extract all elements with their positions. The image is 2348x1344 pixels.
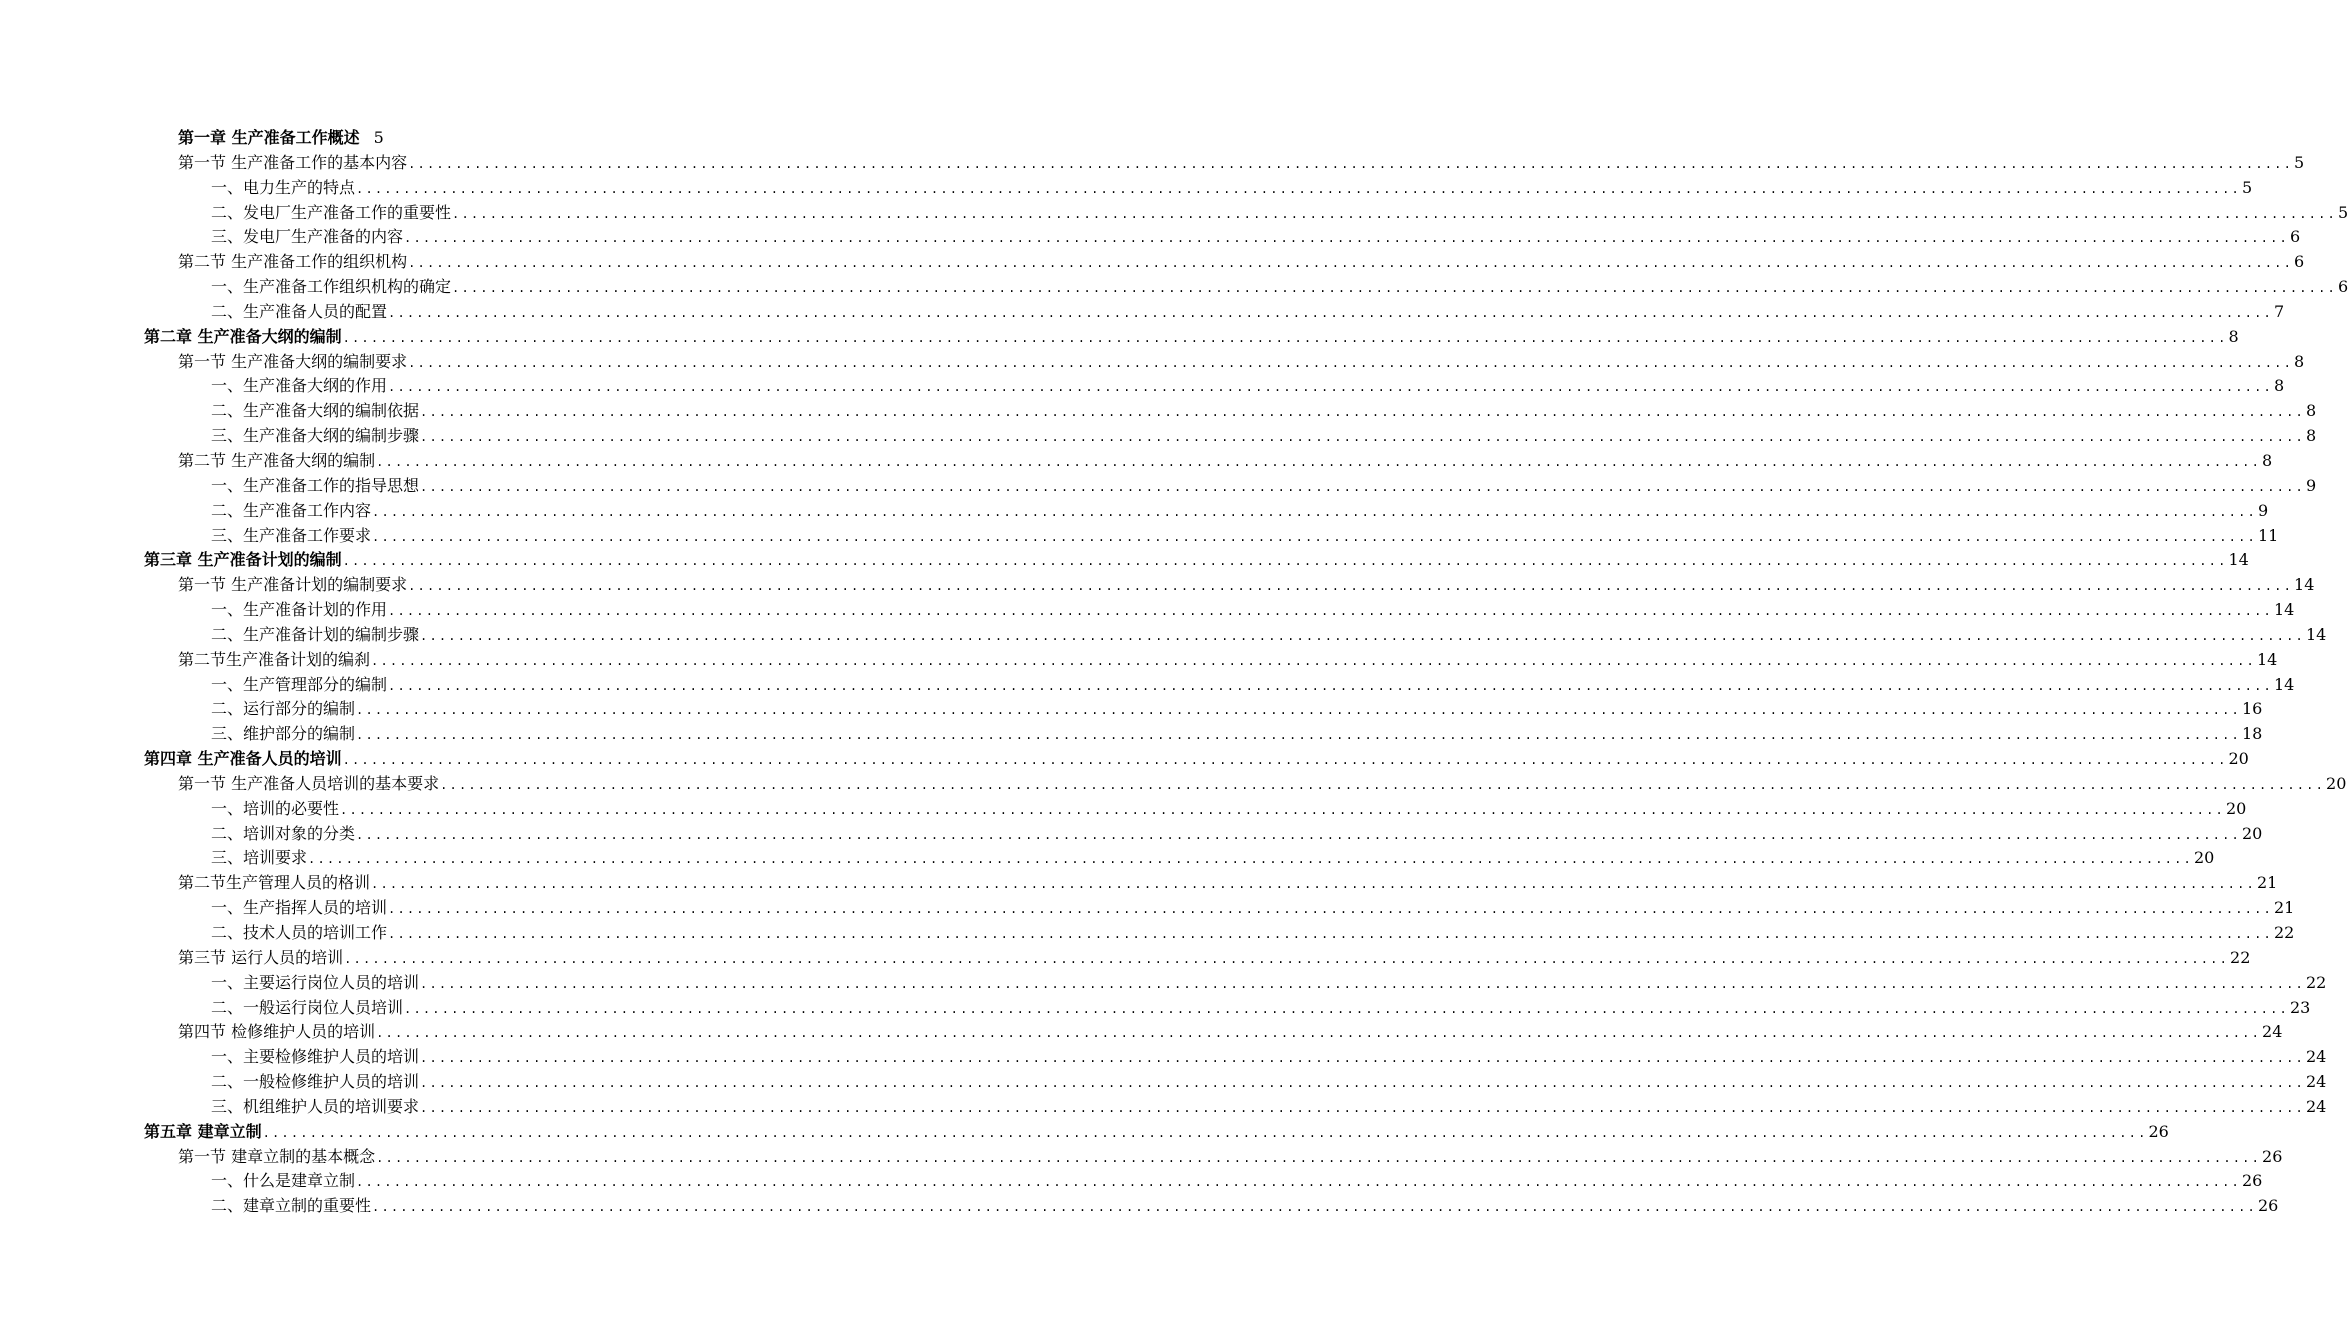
toc-entry-title: 二、生产准备人员的配置: [211, 301, 388, 321]
dot-leader: ........................................................................................................................................................................................................: [420, 976, 2305, 991]
toc-page-number: 5: [2294, 152, 2305, 172]
dot-leader: ........................................................................................................................................................................................................: [452, 281, 2337, 296]
toc-page-number: 24: [2262, 1022, 2283, 1042]
toc-page-number: 8: [2273, 376, 2285, 396]
toc-page-number: 24: [2305, 1047, 2327, 1067]
toc-page-number: 5: [2337, 202, 2348, 222]
toc-page-number: 11: [2257, 525, 2279, 545]
dot-leader: ........................................................................................................................................................................................................: [420, 430, 2305, 445]
toc-page-number: 24: [2305, 1072, 2327, 1092]
dot-leader: ........................................................................................................................................................................................................: [372, 529, 2257, 544]
toc-page-number: 20: [2326, 773, 2347, 793]
toc-subsection-entry[interactable]: [0, 201, 2348, 226]
dot-leader: ........................................................................................................................................................................................................: [356, 827, 2241, 842]
toc-subsection-entry[interactable]: [0, 1194, 2279, 1219]
toc-page-number: 8: [2228, 326, 2239, 346]
toc-page-number: 22: [2230, 947, 2251, 967]
toc-entry-title: 第四节 检修维护人员的培训: [178, 1022, 376, 1042]
dot-leader: ........................................................................................................................................................................................................: [356, 181, 2241, 196]
toc-entry-title: 第二节生产准备计划的编刹: [178, 649, 371, 669]
dot-leader: ........................................................................................................................................................................................................: [356, 703, 2241, 718]
toc-entry-title: 一、主要检修维护人员的培训: [211, 1047, 420, 1067]
dot-leader: ........................................................................................................................................................................................................: [420, 479, 2305, 494]
dot-leader: ........................................................................................................................................................................................................: [344, 951, 2230, 966]
toc-section-entry[interactable]: [0, 648, 2278, 673]
toc-page-number: 22: [2305, 972, 2327, 992]
toc-entry-title: 三、培训要求: [211, 848, 308, 868]
dot-leader: ........................................................................................................................................................................................................: [262, 1125, 2148, 1140]
toc-entry-title: 一、生产管理部分的编制: [211, 674, 388, 694]
toc-subsection-entry[interactable]: [0, 722, 2263, 747]
toc-page-number: 5: [2241, 177, 2253, 197]
toc-chapter-entry[interactable]: [0, 126, 794, 151]
toc-page-number: 26: [2148, 1121, 2169, 1141]
toc-section-entry[interactable]: [0, 151, 2305, 176]
dot-leader: ........................................................................................................................................................................................................: [356, 728, 2241, 743]
toc-entry-title: 二、培训对象的分类: [211, 823, 356, 843]
toc-section-entry[interactable]: [0, 946, 2251, 971]
dot-leader: ........................................................................................................................................................................................................: [372, 504, 2257, 519]
toc-page-number: 6: [2289, 227, 2301, 247]
toc-entry-title: 第四章 生产准备人员的培训: [144, 749, 342, 769]
toc-entry-title: 第一节 生产准备人员培训的基本要求: [178, 773, 440, 793]
dot-leader: ........................................................................................................................................................................................................: [376, 1150, 2262, 1165]
toc-page-number: 9: [2257, 500, 2269, 520]
toc-page-number: 14: [2228, 550, 2249, 570]
toc-entry-title: 三、机组维护人员的培训要求: [211, 1096, 420, 1116]
toc-section-entry[interactable]: [0, 871, 2278, 896]
toc-entry-title: 一、生产准备大纲的作用: [211, 376, 388, 396]
toc-page-number: 8: [2305, 426, 2317, 446]
toc-entry-title: 第一节 生产准备计划的编制要求: [178, 575, 408, 595]
toc-entry-title: 一、生产准备工作组织机构的确定: [211, 277, 452, 297]
dot-leader: ........................................................................................................................................................................................................: [388, 380, 2273, 395]
dot-leader: ........................................................................................................................................................................................................: [420, 1076, 2305, 1091]
toc-page-number: 26: [2257, 1196, 2279, 1216]
toc-subsection-entry[interactable]: [0, 1095, 2327, 1120]
toc-entry-title: 二、运行部分的编制: [211, 699, 356, 719]
dot-leader: ........................................................................................................................................................................................................: [408, 579, 2294, 594]
toc-entry-title: 第二节 生产准备大纲的编制: [178, 450, 376, 470]
dot-leader: ........................................................................................................................................................................................................: [440, 777, 2326, 792]
toc-entry-title: 一、生产指挥人员的培训: [211, 898, 388, 918]
dot-leader: ........................................................................................................................................................................................................: [371, 877, 2256, 892]
toc-entry-title: 二、生产准备大纲的编制依据: [211, 401, 420, 421]
dot-leader: ........................................................................................................................................................................................................: [342, 330, 2228, 345]
toc-page-number: 16: [2241, 699, 2263, 719]
toc-subsection-entry[interactable]: [0, 300, 2285, 325]
toc-page-number: 14: [2273, 600, 2295, 620]
dot-leader: ........................................................................................................................................................................................................: [371, 653, 2256, 668]
toc-entry-title: 第五章 建章立制: [144, 1121, 262, 1141]
toc-entry-title: 三、维护部分的编制: [211, 724, 356, 744]
toc-subsection-entry[interactable]: [0, 1169, 2263, 1194]
toc-entry-title: 第一章 生产准备工作概述: [178, 128, 360, 147]
dot-leader: ........................................................................................................................................................................................................: [388, 678, 2273, 693]
toc-entry-title: 第一节 生产准备大纲的编制要求: [178, 351, 408, 371]
toc-subsection-entry[interactable]: [0, 971, 2327, 996]
dot-leader: ........................................................................................................................................................................................................: [420, 628, 2305, 643]
toc-section-entry[interactable]: [0, 1020, 2283, 1045]
toc-chapter-entry[interactable]: [0, 548, 2249, 573]
toc-page-number: 20: [2228, 749, 2249, 769]
toc-entry-title: 第二节 生产准备工作的组织机构: [178, 252, 408, 272]
toc-page-number: 14: [2305, 624, 2327, 644]
dot-leader: ........................................................................................................................................................................................................: [308, 852, 2193, 867]
toc-page-number: 20: [2225, 798, 2247, 818]
toc-page-number: 21: [2273, 898, 2295, 918]
toc-chapter-entry[interactable]: [0, 1120, 2169, 1145]
toc-subsection-entry[interactable]: [0, 996, 2311, 1021]
toc-page-number: 18: [2241, 724, 2263, 744]
dot-leader: ........................................................................................................................................................................................................: [388, 305, 2273, 320]
toc-page-number: 8: [2262, 450, 2273, 470]
dot-leader: ........................................................................................................................................................................................................: [342, 753, 2228, 768]
toc-subsection-entry[interactable]: [0, 374, 2285, 399]
toc-page-number: 8: [2294, 351, 2305, 371]
toc-page-number: 14: [2273, 674, 2295, 694]
dot-leader: ........................................................................................................................................................................................................: [408, 256, 2294, 271]
toc-section-entry[interactable]: [0, 250, 2305, 275]
toc-subsection-entry[interactable]: [0, 598, 2295, 623]
toc-entry-title: 一、生产准备工作的指导思想: [211, 475, 420, 495]
toc-subsection-entry[interactable]: [0, 822, 2263, 847]
toc-subsection-entry[interactable]: [0, 499, 2269, 524]
dot-leader: ........................................................................................................................................................................................................: [420, 1100, 2305, 1115]
toc-entry-title: 第三节 运行人员的培训: [178, 947, 344, 967]
toc-subsection-entry[interactable]: [0, 673, 2295, 698]
toc-entry-title: 一、主要运行岗位人员的培训: [211, 972, 420, 992]
dot-leader: ........................................................................................................................................................................................................: [372, 1200, 2257, 1215]
toc-subsection-entry[interactable]: [0, 176, 2253, 201]
dot-leader: ........................................................................................................................................................................................................: [404, 1001, 2289, 1016]
toc-subsection-entry[interactable]: [0, 399, 2317, 424]
dot-leader: ........................................................................................................................................................................................................: [408, 355, 2294, 370]
dot-leader: ........................................................................................................................................................................................................: [356, 1175, 2241, 1190]
toc-entry-title: 第三章 生产准备计划的编制: [144, 550, 342, 570]
table-of-contents: [0, 126, 2348, 1219]
toc-entry-title: 一、培训的必要性: [211, 798, 340, 818]
toc-page-number: 14: [2294, 575, 2315, 595]
toc-page-number: 24: [2305, 1096, 2327, 1116]
toc-chapter-entry[interactable]: [0, 747, 2249, 772]
toc-entry-title: 三、生产准备大纲的编制步骤: [211, 426, 420, 446]
toc-subsection-entry[interactable]: [0, 697, 2263, 722]
dot-leader: ........................................................................................................................................................................................................: [420, 1051, 2305, 1066]
toc-subsection-entry[interactable]: [0, 1045, 2327, 1070]
dot-leader: ........................................................................................................................................................................................................: [342, 554, 2228, 569]
dot-leader: ........................................................................................................................................................................................................: [340, 802, 2225, 817]
toc-page-number: 5: [373, 128, 384, 147]
toc-subsection-entry[interactable]: [0, 474, 2317, 499]
toc-subsection-entry[interactable]: [0, 896, 2295, 921]
toc-entry-title: 一、什么是建章立制: [211, 1171, 356, 1191]
toc-entry-title: 二、发电厂生产准备工作的重要性: [211, 202, 452, 222]
dot-leader: ........................................................................................................................................................................................................: [404, 231, 2289, 246]
dot-leader: ........................................................................................................................................................................................................: [388, 902, 2273, 917]
toc-subsection-entry[interactable]: [0, 623, 2327, 648]
toc-entry-title: 一、生产准备计划的作用: [211, 600, 388, 620]
toc-entry-title: 三、发电厂生产准备的内容: [211, 227, 404, 247]
dot-leader: ........................................................................................................................................................................................................: [376, 1026, 2262, 1041]
toc-entry-title: 二、建章立制的重要性: [211, 1196, 372, 1216]
dot-leader: ........................................................................................................................................................................................................: [388, 927, 2273, 941]
dot-leader: ........................................................................................................................................................................................................: [420, 405, 2305, 420]
toc-entry-title: 第二节生产管理人员的格训: [178, 873, 371, 893]
toc-entry-title: 第一节 生产准备工作的基本内容: [178, 152, 408, 172]
dot-leader: ........................................................................................................................................................................................................: [452, 206, 2337, 221]
toc-page-number: 22: [2273, 923, 2295, 942]
toc-subsection-entry[interactable]: [0, 846, 2215, 871]
toc-page-number: 7: [2273, 301, 2285, 321]
toc-entry-title: 一、电力生产的特点: [211, 177, 356, 197]
toc-subsection-entry[interactable]: [0, 797, 2247, 822]
toc-entry-title: 第二章 生产准备大纲的编制: [144, 326, 342, 346]
toc-page-number: 26: [2241, 1171, 2263, 1191]
toc-page-number: 20: [2193, 848, 2215, 868]
toc-page-number: 6: [2294, 252, 2305, 272]
toc-entry-title: 二、生产准备工作内容: [211, 500, 372, 520]
toc-section-entry[interactable]: [0, 1145, 2283, 1170]
toc-subsection-entry[interactable]: [0, 225, 2301, 250]
toc-entry-title: 二、生产准备计划的编制步骤: [211, 624, 420, 644]
dot-leader: ........................................................................................................................................................................................................: [388, 604, 2273, 619]
toc-section-entry[interactable]: [0, 772, 2347, 797]
dot-leader: ........................................................................................................................................................................................................: [408, 156, 2294, 171]
toc-subsection-entry[interactable]: [0, 1070, 2327, 1095]
toc-page-number: 14: [2256, 649, 2278, 669]
toc-subsection-entry[interactable]: [0, 524, 2279, 549]
toc-page-number: 21: [2256, 873, 2278, 893]
toc-section-entry[interactable]: [0, 350, 2305, 375]
toc-page-number: 6: [2337, 277, 2348, 297]
toc-subsection-entry[interactable]: [0, 921, 2295, 946]
toc-page-number: 8: [2305, 401, 2317, 421]
toc-chapter-entry[interactable]: [0, 325, 2239, 350]
toc-entry-title: 二、一般检修维护人员的培训: [211, 1072, 420, 1092]
toc-entry-title: 第一节 建章立制的基本概念: [178, 1146, 376, 1166]
toc-section-entry[interactable]: [0, 573, 2315, 598]
toc-entry-title: 二、技术人员的培训工作: [211, 923, 388, 942]
toc-page-number: 20: [2241, 823, 2263, 843]
toc-page-number: 23: [2289, 997, 2311, 1017]
toc-entry-title: 三、生产准备工作要求: [211, 525, 372, 545]
toc-section-entry[interactable]: [0, 449, 2273, 474]
toc-subsection-entry[interactable]: [0, 275, 2348, 300]
dot-leader: ........................................................................................................................................................................................................: [376, 454, 2262, 469]
toc-page-number: 9: [2305, 475, 2317, 495]
toc-subsection-entry[interactable]: [0, 424, 2317, 449]
toc-entry-title: 二、一般运行岗位人员培训: [211, 997, 404, 1017]
toc-page-number: 26: [2262, 1146, 2283, 1166]
